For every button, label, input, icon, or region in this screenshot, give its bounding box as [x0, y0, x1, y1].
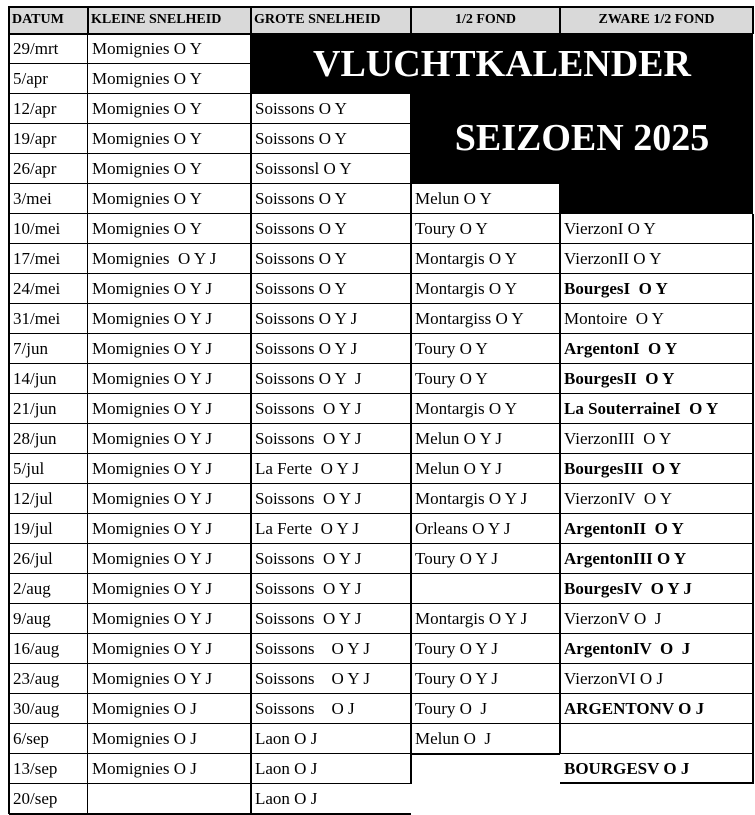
cell-kleine-snelheid: Momignies O Y J: [92, 519, 213, 538]
cell-zware-half-fond: ArgentonI O Y: [564, 339, 678, 358]
header-divider: [250, 6, 252, 34]
cell-kleine-snelheid: Momignies O Y J: [92, 639, 213, 658]
row-line: [9, 243, 753, 244]
cell-half-fond: Montargis O Y J: [415, 609, 528, 628]
cell-grote-snelheid: Soissons O Y: [255, 279, 347, 298]
row-line: [9, 693, 753, 694]
row-line: [9, 363, 753, 364]
cell-half-fond: Toury O Y: [415, 369, 488, 388]
header-grote-snelheid: GROTE SNELHEID: [251, 6, 411, 34]
cell-half-fond: Montargiss O Y: [415, 309, 524, 328]
cell-zware-half-fond: [560, 724, 753, 754]
cell-kleine-snelheid: Momignies O Y: [92, 69, 202, 88]
cell-grote-snelheid: Soissons O Y J: [255, 309, 358, 328]
cell-datum: 31/mei: [13, 309, 61, 328]
col-border-right: [752, 214, 754, 784]
header-datum: DATUM: [9, 6, 88, 34]
cell-zware-half-fond: ArgentonIV O J: [564, 639, 691, 658]
cell-datum: 29/mrt: [13, 39, 59, 58]
title-banner-corner: [560, 184, 753, 214]
cell-kleine-snelheid: Momignies O Y J: [92, 249, 217, 268]
cell-grote-snelheid: La Ferte O Y J: [255, 519, 360, 538]
cell-datum: 7/jun: [13, 339, 48, 358]
cell-kleine-snelheid: Momignies O Y: [92, 99, 202, 118]
cell-grote-snelheid: Soissons O Y: [255, 249, 347, 268]
cell-kleine-snelheid: Momignies O Y: [92, 39, 202, 58]
header-divider: [752, 6, 754, 34]
cell-grote-snelheid: Soissons O Y J: [255, 399, 362, 418]
cell-kleine-snelheid: Momignies O J: [92, 759, 197, 778]
header-kleine-snelheid: KLEINE SNELHEID: [88, 6, 251, 34]
cell-half-fond: Montargis O Y: [415, 279, 517, 298]
cell-half-fond: [411, 784, 560, 814]
cell-half-fond: Toury O J: [415, 699, 488, 718]
row-line: [9, 333, 753, 334]
header-divider: [410, 6, 412, 34]
cell-zware-half-fond: VierzonI O Y: [564, 219, 656, 238]
col-border: [250, 34, 252, 814]
cell-kleine-snelheid: Momignies O J: [92, 699, 197, 718]
calendar-title: VLUCHTKALENDER: [313, 43, 691, 85]
row-line: [9, 723, 753, 724]
cell-datum: 19/apr: [13, 129, 57, 148]
cell-grote-snelheid: Soissons O Y J: [255, 609, 362, 628]
row-line: [9, 513, 753, 514]
cell-datum: 5/jul: [13, 459, 45, 478]
cell-grote-snelheid: Soissons O Y J: [255, 339, 358, 358]
cell-grote-snelheid: Laon O J: [255, 759, 318, 778]
header-divider: [559, 6, 561, 34]
row-line: [9, 783, 411, 784]
col-border: [87, 34, 88, 814]
row-line: [9, 633, 753, 634]
cell-grote-snelheid: Soissonsl O Y: [255, 159, 352, 178]
row-line: [9, 603, 753, 604]
cell-grote-snelheid: La Ferte O Y J: [255, 459, 360, 478]
cell-kleine-snelheid: Momignies O Y J: [92, 609, 213, 628]
cell-kleine-snelheid: Momignies O Y J: [92, 489, 213, 508]
cell-half-fond: Melun O Y: [415, 189, 492, 208]
cell-datum: 21/jun: [13, 399, 57, 418]
cell-zware-half-fond: BourgesII O Y: [564, 369, 675, 388]
cell-zware-half-fond: VierzonII O Y: [564, 249, 662, 268]
cell-zware-half-fond: Montoire O Y: [564, 309, 664, 328]
cell-zware-half-fond: BourgesIV O Y J: [564, 579, 692, 598]
cell-half-fond: Melun O Y J: [415, 459, 503, 478]
cell-half-fond: Montargis O Y J: [415, 489, 528, 508]
header-divider: [8, 6, 10, 34]
cell-zware-half-fond: VierzonVI O J: [564, 669, 664, 688]
cell-zware-half-fond: VierzonIV O Y: [564, 489, 673, 508]
row-line: [9, 213, 753, 214]
cell-half-fond: Toury O Y J: [415, 639, 499, 658]
cell-zware-half-fond: VierzonV O J: [564, 609, 662, 628]
header-half-fond: 1/2 FOND: [411, 6, 560, 34]
row-line: [9, 183, 560, 184]
cell-half-fond: Toury O Y J: [415, 549, 499, 568]
cell-kleine-snelheid: Momignies O Y J: [92, 429, 213, 448]
cell-datum: 2/aug: [13, 579, 51, 598]
cell-zware-half-fond: ArgentonII O Y: [564, 519, 684, 538]
cell-datum: 12/jul: [13, 489, 53, 508]
row-line: [9, 663, 753, 664]
cell-zware-half-fond: La SouterraineI O Y: [564, 399, 719, 418]
cell-datum: 24/mei: [13, 279, 61, 298]
row-line: [560, 782, 753, 784]
cell-zware-half-fond: BourgesI O Y: [564, 279, 668, 298]
cell-kleine-snelheid: Momignies O Y J: [92, 309, 213, 328]
cell-datum: 9/aug: [13, 609, 51, 628]
cell-grote-snelheid: Soissons O Y: [255, 219, 347, 238]
cell-datum: 3/mei: [13, 189, 52, 208]
cell-kleine-snelheid: Momignies O Y J: [92, 399, 213, 418]
cell-datum: 17/mei: [13, 249, 61, 268]
cell-zware-half-fond: BOURGESV O J: [564, 759, 690, 778]
header-top-border: [9, 6, 753, 8]
col-border: [559, 184, 561, 754]
cell-half-fond: Montargis O Y: [415, 399, 517, 418]
cell-grote-snelheid: Soissons O Y J: [255, 429, 362, 448]
header-bottom-border: [9, 33, 753, 35]
row-line: [9, 483, 753, 484]
cell-kleine-snelheid: Momignies O J: [92, 729, 197, 748]
cell-grote-snelheid: Soissons O Y J: [255, 639, 370, 658]
cell-zware-half-fond: ArgentonIII O Y: [564, 549, 687, 568]
row-line: [9, 123, 411, 124]
cell-datum: 26/apr: [13, 159, 57, 178]
header-divider: [87, 6, 89, 34]
row-line: [9, 423, 753, 424]
cell-kleine-snelheid: Momignies O Y J: [92, 369, 213, 388]
cell-kleine-snelheid: Momignies O Y: [92, 159, 202, 178]
cell-datum: 5/apr: [13, 69, 48, 88]
cell-grote-snelheid: Soissons O Y J: [255, 579, 362, 598]
cell-zware-half-fond: ARGENTONV O J: [564, 699, 705, 718]
cell-datum: 14/jun: [13, 369, 57, 388]
cell-half-fond: Orleans O Y J: [415, 519, 511, 538]
cell-half-fond: Toury O Y: [415, 339, 488, 358]
cell-kleine-snelheid: Momignies O Y J: [92, 339, 213, 358]
header-zware-half-fond: ZWARE 1/2 FOND: [560, 6, 753, 34]
row-line: [9, 753, 753, 754]
cell-kleine-snelheid: Momignies O Y: [92, 129, 202, 148]
cell-kleine-snelheid: Momignies O Y: [92, 219, 202, 238]
row-line: [9, 93, 411, 94]
row-line: [9, 63, 251, 64]
cell-datum: 30/aug: [13, 699, 60, 718]
row-line: [9, 393, 753, 394]
cell-half-fond: Melun O J: [415, 729, 492, 748]
cell-datum: 20/sep: [13, 789, 58, 808]
cell-datum: 28/jun: [13, 429, 57, 448]
cell-kleine-snelheid: Momignies O Y J: [92, 669, 213, 688]
cell-grote-snelheid: Soissons O Y: [255, 129, 347, 148]
cell-half-fond: Toury O Y J: [415, 669, 499, 688]
col-border: [410, 94, 412, 784]
cell-kleine-snelheid: Momignies O Y J: [92, 459, 213, 478]
cell-half-fond: [411, 754, 560, 784]
cell-datum: 23/aug: [13, 669, 60, 688]
cell-grote-snelheid: Soissons O Y J: [255, 489, 362, 508]
cell-kleine-snelheid: Momignies O Y: [92, 189, 202, 208]
cell-grote-snelheid: Soissons O Y J: [255, 549, 362, 568]
cell-zware-half-fond: VierzonIII O Y: [564, 429, 672, 448]
cell-kleine-snelheid: Momignies O Y J: [92, 279, 213, 298]
col-border-left: [8, 34, 10, 814]
cell-datum: 19/jul: [13, 519, 53, 538]
row-line: [9, 543, 753, 544]
cell-datum: 16/aug: [13, 639, 60, 658]
season-title: SEIZOEN 2025: [454, 117, 710, 159]
cell-grote-snelheid: Soissons O J: [255, 699, 355, 718]
cell-datum: 12/apr: [13, 99, 57, 118]
cell-zware-half-fond: [560, 784, 753, 814]
row-line: [9, 273, 753, 274]
cell-datum: 13/sep: [13, 759, 58, 778]
row-line: [411, 753, 560, 755]
row-line: [9, 573, 753, 574]
cell-half-fond: Melun O Y J: [415, 429, 503, 448]
cell-half-fond: Toury O Y: [415, 219, 488, 238]
cell-kleine-snelheid: [88, 784, 251, 814]
cell-grote-snelheid: Laon O J: [255, 729, 318, 748]
cell-datum: 26/jul: [13, 549, 53, 568]
cell-grote-snelheid: Laon O J: [255, 789, 318, 808]
cell-kleine-snelheid: Momignies O Y J: [92, 579, 213, 598]
cell-grote-snelheid: Soissons O Y: [255, 189, 347, 208]
row-line: [9, 153, 411, 154]
row-line: [9, 453, 753, 454]
cell-datum: 10/mei: [13, 219, 61, 238]
cell-grote-snelheid: Soissons O Y: [255, 99, 347, 118]
cell-half-fond: [411, 574, 560, 604]
cell-half-fond: Montargis O Y: [415, 249, 517, 268]
cell-kleine-snelheid: Momignies O Y J: [92, 549, 213, 568]
cell-datum: 6/sep: [13, 729, 49, 748]
cell-grote-snelheid: Soissons O Y J: [255, 369, 362, 388]
cell-zware-half-fond: BourgesIII O Y: [564, 459, 681, 478]
row-line: [9, 303, 753, 304]
cell-grote-snelheid: Soissons O Y J: [255, 669, 370, 688]
